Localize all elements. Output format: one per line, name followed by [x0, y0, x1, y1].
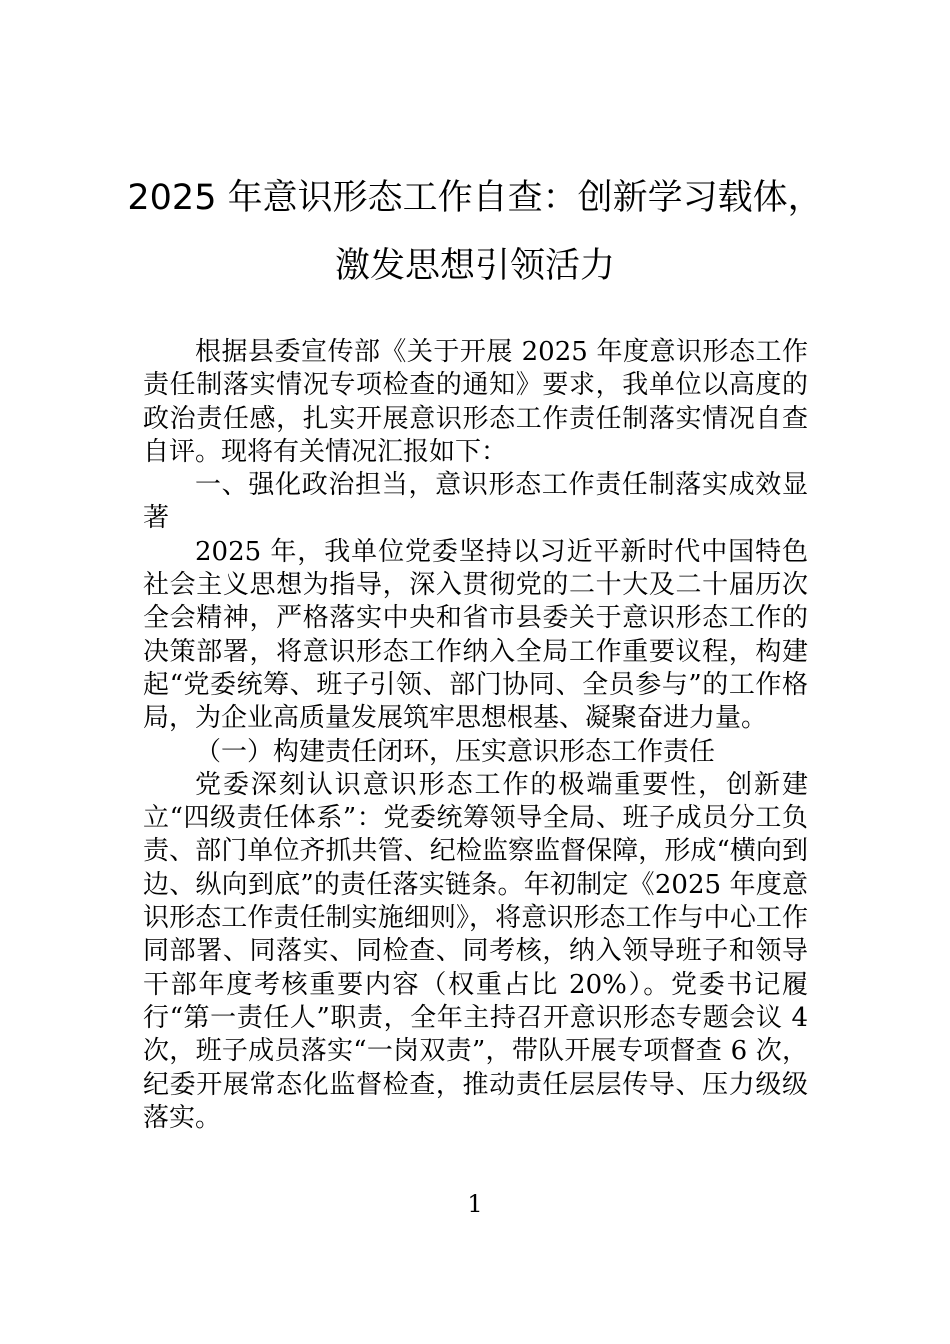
document-body	[143, 336, 808, 1135]
intro-paragraph: 根据县委宣传部《关于开展 2025 年度意识形态工作责任制落实情况专项检查的通知》要求，我单位以高度的政治责任感，扎实开展意识形态工作责任制落实情况自查自评。现将有关情况汇报如下：	[143, 337, 808, 467]
document-title-line-2: 激发思想引领活力	[334, 246, 615, 286]
subsection-heading-1: （一）构建责任闭环，压实意识形态工作责任	[195, 736, 716, 767]
document-title-line-1: 2025 年意识形态工作自查：创新学习载体，	[127, 178, 823, 218]
section-heading-1: 一、强化政治担当，意识形态工作责任制落实成效显著	[143, 470, 808, 534]
body-paragraph: 党委深刻认识意识形态工作的极端重要性，创新建立“四级责任体系”：党委统筹领导全局、班子成员分工负责、部门单位齐抓共管、纪检监察监督保障，形成“横向到边、纵向到底”的责任落实链条。年初制定《2025 年度意识形态工作责任制实施细则》，将意识形态工作与中心工作同部署、同落实、同检查、同考核，纳入领导班子和领导干部年度考核重要内容（权重占比 20%）。党委书记履行“第一责任人”职责，全年主持召开意识形态专题会议 4 次，班子成员落实“一岗双责”，带队开展专项督查 6 次，纪委开展常态化监督检查，推动责任层层传导、压力级级落实。	[143, 769, 808, 1133]
page-number: 1	[467, 1190, 483, 1218]
body-paragraph: 2025 年，我单位党委坚持以习近平新时代中国特色社会主义思想为指导，深入贯彻党的二十大及二十届历次全会精神，严格落实中央和省市县委关于意识形态工作的决策部署，将意识形态工作纳入全局工作重要议程，构建起“党委统筹、班子引领、部门协同、全员参与”的工作格局，为企业高质量发展筑牢思想根基、凝聚奋进力量。	[143, 536, 808, 734]
